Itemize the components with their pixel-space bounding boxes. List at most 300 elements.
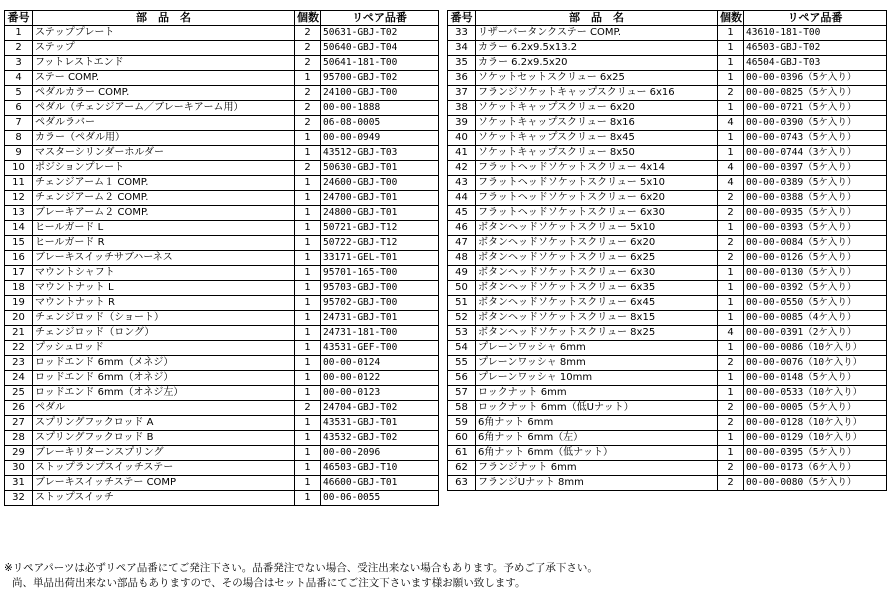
quantity: 1 <box>718 371 744 386</box>
part-name: ペダルラバー <box>33 116 295 131</box>
part-name: ロッドエンド 6mm（オネジ左） <box>33 386 295 401</box>
repair-part-number: 95700-GBJ-T02 <box>321 71 439 86</box>
repair-part-number: 00-00-0126（5ケ入り） <box>744 251 887 266</box>
repair-part-number: 00-00-0721（5ケ入り） <box>744 101 887 116</box>
row-number: 14 <box>5 221 33 236</box>
row-number: 8 <box>5 131 33 146</box>
row-number: 43 <box>448 176 476 191</box>
row-number: 25 <box>5 386 33 401</box>
row-number: 24 <box>5 371 33 386</box>
header-code: リペア品番 <box>321 11 439 26</box>
row-number: 54 <box>448 341 476 356</box>
part-name: ステップ <box>33 41 295 56</box>
table-row <box>448 176 887 191</box>
quantity: 2 <box>718 236 744 251</box>
quantity: 1 <box>295 266 321 281</box>
repair-part-number: 00-00-0550（5ケ入り） <box>744 296 887 311</box>
row-number: 28 <box>5 431 33 446</box>
part-name: ソケットキャップスクリュー 8x16 <box>476 116 718 131</box>
row-number: 56 <box>448 371 476 386</box>
row-number: 31 <box>5 476 33 491</box>
row-number: 41 <box>448 146 476 161</box>
table-row <box>448 311 887 326</box>
part-name: ペダルカラー COMP. <box>33 86 295 101</box>
row-number: 23 <box>5 356 33 371</box>
quantity: 2 <box>295 161 321 176</box>
repair-part-number: 50630-GBJ-T01 <box>321 161 439 176</box>
table-row <box>448 41 887 56</box>
table-row <box>5 71 439 86</box>
row-number: 48 <box>448 251 476 266</box>
repair-part-number: 24600-GBJ-T00 <box>321 176 439 191</box>
row-number: 12 <box>5 191 33 206</box>
table-row <box>5 116 439 131</box>
repair-part-number: 24731-GBJ-T01 <box>321 311 439 326</box>
quantity: 1 <box>718 41 744 56</box>
repair-part-number: 00-00-0393（5ケ入り） <box>744 221 887 236</box>
parts-table-left-body <box>5 26 439 506</box>
table-row <box>448 371 887 386</box>
part-name: プレーンワッシャ 8mm <box>476 356 718 371</box>
part-name: ブレーキリターンスプリング <box>33 446 295 461</box>
parts-table-right <box>447 10 887 491</box>
quantity: 2 <box>718 356 744 371</box>
part-name: フランジソケットキャップスクリュー 6x16 <box>476 86 718 101</box>
repair-part-number: 00-00-0128（10ケ入り） <box>744 416 887 431</box>
part-name: プッシュロッド <box>33 341 295 356</box>
quantity: 1 <box>295 71 321 86</box>
repair-part-number: 24731-181-T00 <box>321 326 439 341</box>
table-row <box>5 296 439 311</box>
table-row <box>5 401 439 416</box>
row-number: 50 <box>448 281 476 296</box>
quantity: 1 <box>295 461 321 476</box>
table-row <box>5 56 439 71</box>
row-number: 36 <box>448 71 476 86</box>
part-name: プレーンワッシャ 6mm <box>476 341 718 356</box>
table-row <box>448 431 887 446</box>
part-name: チェンジアーム２ COMP. <box>33 191 295 206</box>
repair-part-number: 00-00-0533（10ケ入り） <box>744 386 887 401</box>
row-number: 7 <box>5 116 33 131</box>
row-number: 46 <box>448 221 476 236</box>
part-name: カラー 6.2x9.5x20 <box>476 56 718 71</box>
row-number: 19 <box>5 296 33 311</box>
table-row <box>448 476 887 491</box>
repair-part-number: 43512-GBJ-T03 <box>321 146 439 161</box>
quantity: 2 <box>295 101 321 116</box>
table-row <box>448 131 887 146</box>
part-name: フラットヘッドソケットスクリュー 6x20 <box>476 191 718 206</box>
repair-part-number: 00-00-0124 <box>321 356 439 371</box>
repair-part-number: 00-00-0391（2ケ入り） <box>744 326 887 341</box>
part-name: マウントシャフト <box>33 266 295 281</box>
quantity: 2 <box>295 401 321 416</box>
repair-part-number: 50631-GBJ-T02 <box>321 26 439 41</box>
row-number: 55 <box>448 356 476 371</box>
quantity: 1 <box>295 206 321 221</box>
table-row <box>448 101 887 116</box>
table-row <box>448 281 887 296</box>
quantity: 1 <box>295 386 321 401</box>
quantity: 1 <box>295 311 321 326</box>
repair-part-number: 00-00-0949 <box>321 131 439 146</box>
quantity: 2 <box>718 251 744 266</box>
row-number: 2 <box>5 41 33 56</box>
repair-part-number: 00-00-0085（4ケ入り） <box>744 311 887 326</box>
quantity: 1 <box>295 446 321 461</box>
row-number: 33 <box>448 26 476 41</box>
table-row <box>5 26 439 41</box>
row-number: 16 <box>5 251 33 266</box>
table-row <box>5 491 439 506</box>
header-qty: 個数 <box>295 11 321 26</box>
table-row <box>5 146 439 161</box>
quantity: 1 <box>718 311 744 326</box>
quantity: 1 <box>718 131 744 146</box>
row-number: 40 <box>448 131 476 146</box>
quantity: 1 <box>295 416 321 431</box>
repair-part-number: 00-00-0390（5ケ入り） <box>744 116 887 131</box>
repair-part-number: 46503-GBJ-T10 <box>321 461 439 476</box>
quantity: 1 <box>295 236 321 251</box>
part-name: 6角ナット 6mm（左） <box>476 431 718 446</box>
table-row <box>448 221 887 236</box>
part-name: ヒールガード R <box>33 236 295 251</box>
repair-part-number: 00-00-0123 <box>321 386 439 401</box>
part-name: ペダル <box>33 401 295 416</box>
repair-part-number: 00-00-0395（5ケ入り） <box>744 446 887 461</box>
row-number: 27 <box>5 416 33 431</box>
row-number: 57 <box>448 386 476 401</box>
row-number: 59 <box>448 416 476 431</box>
header-name: 部 品 名 <box>33 11 295 26</box>
table-row <box>448 416 887 431</box>
row-number: 34 <box>448 41 476 56</box>
part-name: ブレーキスイッチステー COMP <box>33 476 295 491</box>
quantity: 1 <box>718 71 744 86</box>
row-number: 58 <box>448 401 476 416</box>
part-name: ステッププレート <box>33 26 295 41</box>
table-row <box>448 86 887 101</box>
row-number: 38 <box>448 101 476 116</box>
repair-part-number: 00-00-0825（5ケ入り） <box>744 86 887 101</box>
row-number: 51 <box>448 296 476 311</box>
table-row <box>448 206 887 221</box>
quantity: 4 <box>718 326 744 341</box>
row-number: 60 <box>448 431 476 446</box>
table-row <box>448 191 887 206</box>
repair-part-number: 00-06-0055 <box>321 491 439 506</box>
repair-part-number: 00-00-0392（5ケ入り） <box>744 281 887 296</box>
repair-part-number: 00-00-0084（5ケ入り） <box>744 236 887 251</box>
row-number: 45 <box>448 206 476 221</box>
table-row <box>5 266 439 281</box>
part-name: ボタンヘッドソケットスクリュー 6x30 <box>476 266 718 281</box>
table-row <box>5 416 439 431</box>
row-number: 62 <box>448 461 476 476</box>
part-name: ポジションプレート <box>33 161 295 176</box>
footnote-line-2: 尚、単品出荷出来ない部品もありますので、その場合はセット品番にてご注文下さいます様お願い致します。 <box>12 577 526 589</box>
quantity: 1 <box>295 431 321 446</box>
quantity: 2 <box>718 206 744 221</box>
table-row <box>5 326 439 341</box>
row-number: 15 <box>5 236 33 251</box>
quantity: 1 <box>295 371 321 386</box>
quantity: 2 <box>718 416 744 431</box>
part-name: フットレストエンド <box>33 56 295 71</box>
part-name: フランジナット 6mm <box>476 461 718 476</box>
quantity: 1 <box>718 431 744 446</box>
part-name: チェンジロッド（ショート） <box>33 311 295 326</box>
part-name: ボタンヘッドソケットスクリュー 6x20 <box>476 236 718 251</box>
table-row <box>5 236 439 251</box>
quantity: 1 <box>295 491 321 506</box>
quantity: 4 <box>718 116 744 131</box>
repair-part-number: 00-00-0396（5ケ入り） <box>744 71 887 86</box>
quantity: 1 <box>295 341 321 356</box>
part-name: ボタンヘッドソケットスクリュー 6x45 <box>476 296 718 311</box>
row-number: 3 <box>5 56 33 71</box>
repair-part-number: 46600-GBJ-T01 <box>321 476 439 491</box>
part-name: スプリングフックロッド B <box>33 431 295 446</box>
row-number: 9 <box>5 146 33 161</box>
quantity: 1 <box>295 146 321 161</box>
row-number: 22 <box>5 341 33 356</box>
row-number: 42 <box>448 161 476 176</box>
row-number: 18 <box>5 281 33 296</box>
quantity: 2 <box>718 401 744 416</box>
table-row <box>448 161 887 176</box>
table-row <box>5 161 439 176</box>
table-row <box>5 461 439 476</box>
part-name: スプリングフックロッド A <box>33 416 295 431</box>
table-row <box>448 386 887 401</box>
row-number: 5 <box>5 86 33 101</box>
part-name: ストップランプスイッチステー <box>33 461 295 476</box>
repair-part-number: 00-00-0076（10ケ入り） <box>744 356 887 371</box>
quantity: 1 <box>718 56 744 71</box>
table-row <box>448 401 887 416</box>
header-code: リペア品番 <box>744 11 887 26</box>
row-number: 32 <box>5 491 33 506</box>
part-name: ボタンヘッドソケットスクリュー 8x25 <box>476 326 718 341</box>
table-row <box>5 356 439 371</box>
quantity: 1 <box>718 26 744 41</box>
row-number: 61 <box>448 446 476 461</box>
part-name: ソケットキャップスクリュー 8x45 <box>476 131 718 146</box>
table-row <box>448 116 887 131</box>
table-row <box>448 26 887 41</box>
part-name: リザーバータンクステー COMP. <box>476 26 718 41</box>
table-row <box>5 101 439 116</box>
row-number: 29 <box>5 446 33 461</box>
row-number: 39 <box>448 116 476 131</box>
part-name: マウントナット R <box>33 296 295 311</box>
row-number: 53 <box>448 326 476 341</box>
table-row <box>448 236 887 251</box>
quantity: 1 <box>295 326 321 341</box>
repair-part-number: 95702-GBJ-T00 <box>321 296 439 311</box>
part-name: ボタンヘッドソケットスクリュー 6x25 <box>476 251 718 266</box>
repair-part-number: 43531-GBJ-T01 <box>321 416 439 431</box>
table-row <box>448 461 887 476</box>
repair-part-number: 43532-GBJ-T02 <box>321 431 439 446</box>
part-name: ボタンヘッドソケットスクリュー 5x10 <box>476 221 718 236</box>
part-name: ソケットキャップスクリュー 6x20 <box>476 101 718 116</box>
row-number: 11 <box>5 176 33 191</box>
part-name: フラットヘッドソケットスクリュー 4x14 <box>476 161 718 176</box>
table-row <box>5 41 439 56</box>
table-row <box>5 431 439 446</box>
table-row <box>448 356 887 371</box>
table-row <box>448 56 887 71</box>
quantity: 1 <box>718 221 744 236</box>
table-row <box>448 71 887 86</box>
quantity: 2 <box>295 26 321 41</box>
repair-part-number: 00-00-0122 <box>321 371 439 386</box>
part-name: ブレーキアーム２ COMP. <box>33 206 295 221</box>
row-number: 6 <box>5 101 33 116</box>
part-name: ストップスイッチ <box>33 491 295 506</box>
repair-part-number: 00-00-0388（5ケ入り） <box>744 191 887 206</box>
quantity: 1 <box>295 251 321 266</box>
repair-part-number: 00-00-0080（5ケ入り） <box>744 476 887 491</box>
row-number: 63 <box>448 476 476 491</box>
quantity: 2 <box>295 116 321 131</box>
repair-part-number: 43531-GEF-T00 <box>321 341 439 356</box>
quantity: 1 <box>295 476 321 491</box>
table-row <box>5 206 439 221</box>
part-name: ロックナット 6mm（低Uナット） <box>476 401 718 416</box>
part-name: ボタンヘッドソケットスクリュー 8x15 <box>476 311 718 326</box>
table-row <box>448 146 887 161</box>
repair-part-number: 00-00-0389（5ケ入り） <box>744 176 887 191</box>
quantity: 1 <box>295 191 321 206</box>
repair-part-number: 46503-GBJ-T02 <box>744 41 887 56</box>
repair-part-number: 24704-GBJ-T02 <box>321 401 439 416</box>
quantity: 1 <box>295 176 321 191</box>
quantity: 1 <box>295 296 321 311</box>
table-row <box>5 131 439 146</box>
repair-part-number: 00-00-0129（10ケ入り） <box>744 431 887 446</box>
repair-part-number: 24100-GBJ-T00 <box>321 86 439 101</box>
table-header-row <box>448 11 887 26</box>
table-row <box>448 296 887 311</box>
header-no: 番号 <box>5 11 33 26</box>
row-number: 26 <box>5 401 33 416</box>
quantity: 4 <box>718 176 744 191</box>
row-number: 49 <box>448 266 476 281</box>
repair-part-number: 24800-GBJ-T01 <box>321 206 439 221</box>
repair-part-number: 00-00-0086（10ケ入り） <box>744 341 887 356</box>
repair-part-number: 00-00-0148（5ケ入り） <box>744 371 887 386</box>
table-row <box>448 446 887 461</box>
quantity: 1 <box>718 386 744 401</box>
table-row <box>448 326 887 341</box>
row-number: 13 <box>5 206 33 221</box>
part-name: チェンジロッド（ロング） <box>33 326 295 341</box>
part-name: フラットヘッドソケットスクリュー 6x30 <box>476 206 718 221</box>
row-number: 21 <box>5 326 33 341</box>
row-number: 37 <box>448 86 476 101</box>
table-row <box>5 281 439 296</box>
repair-part-number: 95701-165-T00 <box>321 266 439 281</box>
table-row <box>448 251 887 266</box>
row-number: 1 <box>5 26 33 41</box>
part-name: ステー COMP. <box>33 71 295 86</box>
part-name: ソケットキャップスクリュー 8x50 <box>476 146 718 161</box>
part-name: ロッドエンド 6mm（オネジ） <box>33 371 295 386</box>
quantity: 1 <box>295 221 321 236</box>
part-name: ヒールガード L <box>33 221 295 236</box>
quantity: 2 <box>295 86 321 101</box>
table-row <box>5 386 439 401</box>
header-name: 部 品 名 <box>476 11 718 26</box>
table-row <box>5 446 439 461</box>
repair-part-number: 50641-181-T00 <box>321 56 439 71</box>
part-name: ペダル（チェンジアーム／ブレーキアーム用） <box>33 101 295 116</box>
repair-part-number: 00-00-0743（5ケ入り） <box>744 131 887 146</box>
quantity: 1 <box>718 446 744 461</box>
part-name: 6角ナット 6mm（低ナット） <box>476 446 718 461</box>
row-number: 35 <box>448 56 476 71</box>
footnotes <box>4 561 598 591</box>
table-header-row <box>5 11 439 26</box>
repair-part-number: 24700-GBJ-T01 <box>321 191 439 206</box>
quantity: 1 <box>718 281 744 296</box>
part-name: カラー 6.2x9.5x13.2 <box>476 41 718 56</box>
quantity: 2 <box>718 476 744 491</box>
repair-part-number: 00-00-1888 <box>321 101 439 116</box>
row-number: 44 <box>448 191 476 206</box>
parts-table-left <box>4 10 439 506</box>
table-row <box>5 341 439 356</box>
table-row <box>5 191 439 206</box>
repair-part-number: 50640-GBJ-T04 <box>321 41 439 56</box>
quantity: 2 <box>295 56 321 71</box>
row-number: 10 <box>5 161 33 176</box>
repair-part-number: 50721-GBJ-T12 <box>321 221 439 236</box>
repair-part-number: 00-00-0397（5ケ入り） <box>744 161 887 176</box>
quantity: 1 <box>718 341 744 356</box>
repair-part-number: 00-00-2096 <box>321 446 439 461</box>
part-name: ブレーキスイッチサブハーネス <box>33 251 295 266</box>
repair-part-number: 00-00-0744（3ケ入り） <box>744 146 887 161</box>
quantity: 1 <box>295 356 321 371</box>
table-row <box>448 341 887 356</box>
repair-part-number: 00-00-0130（5ケ入り） <box>744 266 887 281</box>
quantity: 2 <box>718 191 744 206</box>
repair-part-number: 00-00-0005（5ケ入り） <box>744 401 887 416</box>
repair-part-number: 95703-GBJ-T00 <box>321 281 439 296</box>
quantity: 1 <box>295 131 321 146</box>
row-number: 20 <box>5 311 33 326</box>
table-row <box>5 476 439 491</box>
row-number: 30 <box>5 461 33 476</box>
quantity: 1 <box>718 146 744 161</box>
table-row <box>5 176 439 191</box>
part-name: ボタンヘッドソケットスクリュー 6x35 <box>476 281 718 296</box>
repair-part-number: 50722-GBJ-T12 <box>321 236 439 251</box>
quantity: 2 <box>718 86 744 101</box>
table-row <box>5 371 439 386</box>
part-name: プレーンワッシャ 10mm <box>476 371 718 386</box>
part-name: ロックナット 6mm <box>476 386 718 401</box>
parts-table-right-body <box>448 26 887 491</box>
header-no: 番号 <box>448 11 476 26</box>
row-number: 47 <box>448 236 476 251</box>
